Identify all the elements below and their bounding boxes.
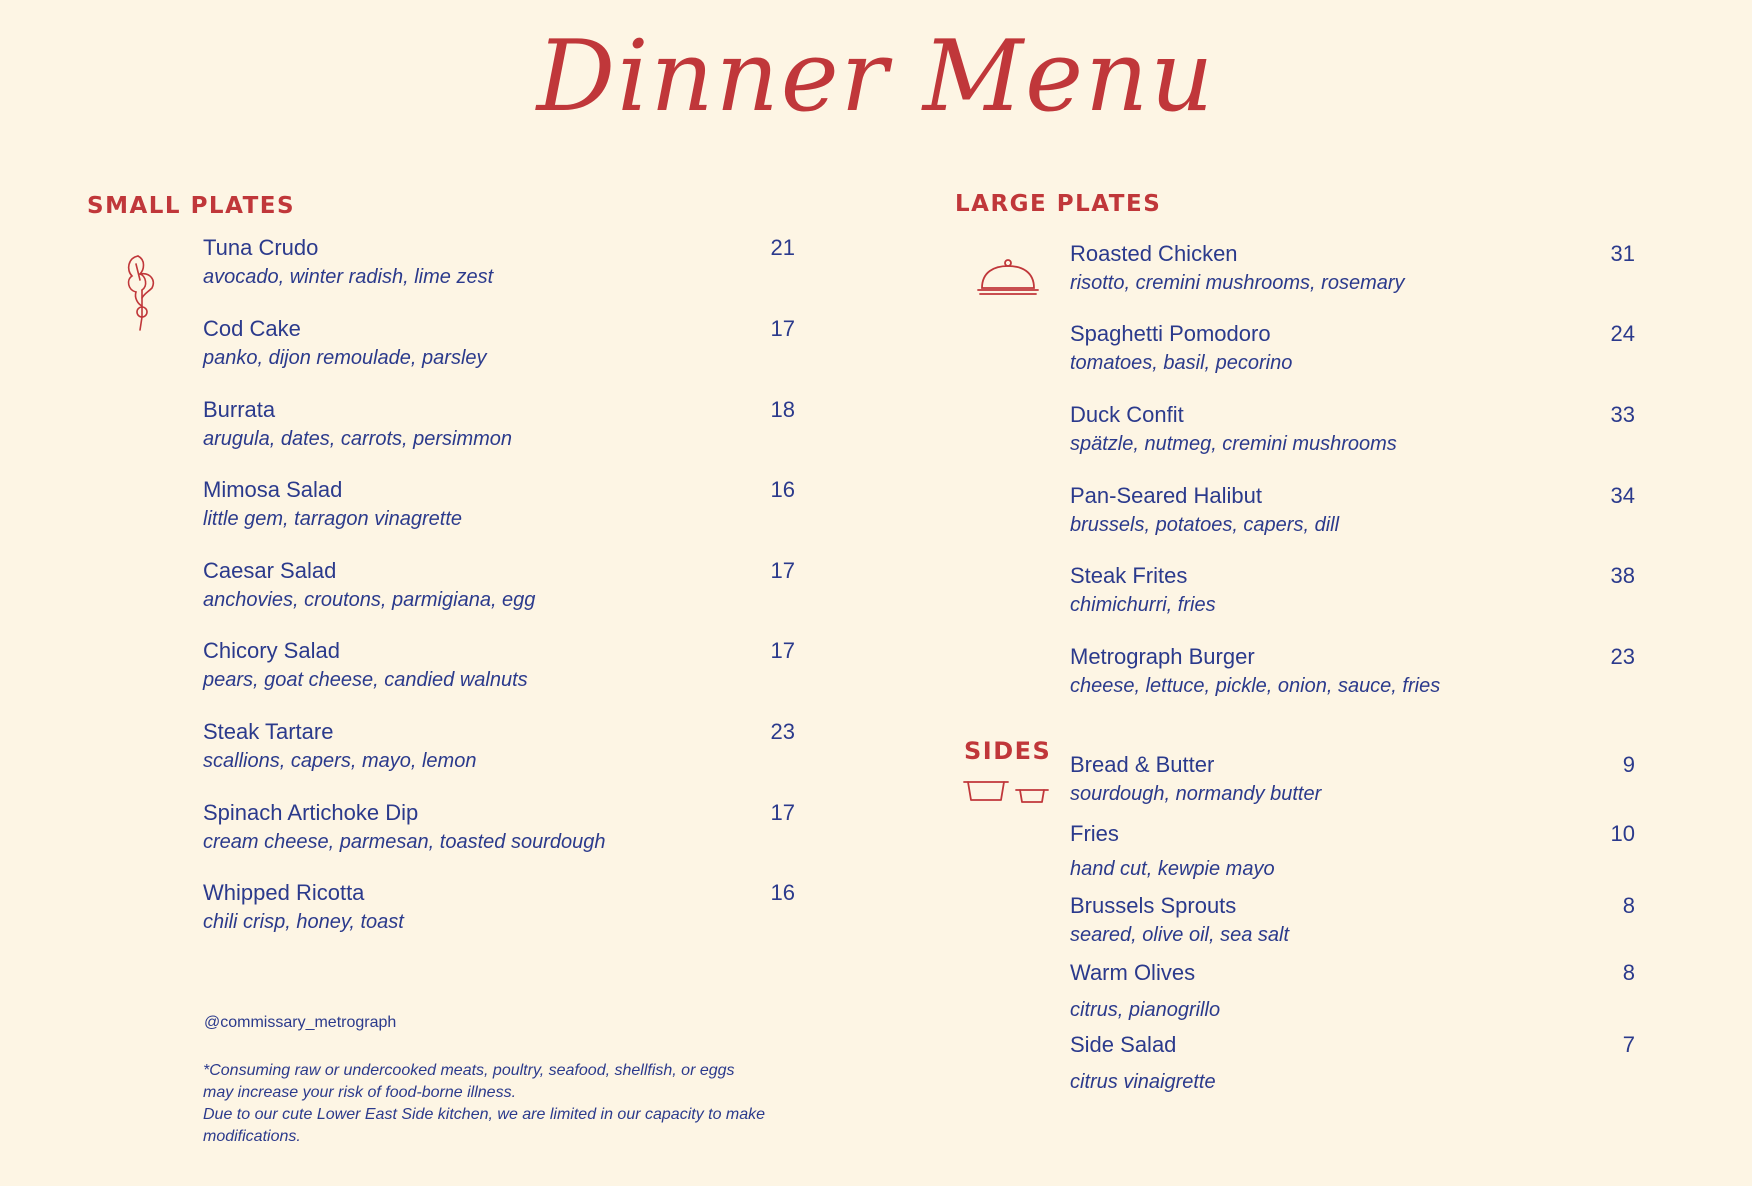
menu-item bbox=[203, 798, 795, 856]
menu-item bbox=[1070, 1030, 1635, 1096]
item-name: Caesar Salad bbox=[203, 558, 337, 583]
item-name: Warm Olives bbox=[1070, 960, 1196, 985]
item-price: 23 bbox=[1610, 644, 1635, 669]
item-price: 31 bbox=[1610, 241, 1635, 266]
menu-title: Dinner Menu bbox=[536, 20, 1216, 134]
item-description: citrus vinaigrette bbox=[1070, 1071, 1216, 1093]
item-price: 33 bbox=[1610, 402, 1635, 427]
menu-item bbox=[203, 314, 795, 372]
item-name: Roasted Chicken bbox=[1070, 241, 1238, 266]
item-price: 17 bbox=[770, 638, 795, 663]
item-name: Spaghetti Pomodoro bbox=[1070, 321, 1271, 346]
item-name: Cod Cake bbox=[203, 316, 301, 341]
item-name: Whipped Ricotta bbox=[203, 880, 365, 905]
menu-item bbox=[1070, 481, 1635, 539]
item-price: 7 bbox=[1622, 1032, 1635, 1057]
social-handle[interactable]: @commissary_metrograph bbox=[204, 1014, 397, 1031]
item-description: arugula, dates, carrots, persimmon bbox=[203, 428, 513, 450]
menu-item bbox=[1070, 819, 1635, 883]
menu-item bbox=[1070, 400, 1635, 458]
item-name: Chicory Salad bbox=[203, 638, 340, 663]
item-name: Fries bbox=[1070, 821, 1119, 846]
cloche-icon bbox=[976, 258, 1040, 300]
item-description: anchovies, croutons, parmigiana, egg bbox=[203, 589, 536, 611]
item-price: 21 bbox=[770, 235, 795, 260]
menu-item bbox=[1070, 958, 1635, 1024]
item-price: 9 bbox=[1622, 752, 1635, 777]
item-name: Burrata bbox=[203, 397, 276, 422]
dishes-icon bbox=[962, 780, 1050, 806]
menu-item bbox=[203, 717, 795, 775]
item-name: Tuna Crudo bbox=[203, 235, 319, 260]
item-description: hand cut, kewpie mayo bbox=[1070, 858, 1275, 880]
disclaimer-line: may increase your risk of food-borne illness. bbox=[203, 1084, 517, 1101]
item-price: 17 bbox=[770, 316, 795, 341]
menu-item bbox=[203, 233, 795, 291]
radish-icon bbox=[118, 250, 164, 334]
item-description: spätzle, nutmeg, cremini mushrooms bbox=[1070, 433, 1397, 455]
item-price: 17 bbox=[770, 558, 795, 583]
item-price: 23 bbox=[770, 719, 795, 744]
menu-item bbox=[203, 395, 795, 453]
menu-item bbox=[1070, 891, 1635, 949]
item-name: Brussels Sprouts bbox=[1070, 893, 1237, 918]
item-description: cheese, lettuce, pickle, onion, sauce, fries bbox=[1070, 675, 1441, 697]
item-name: Pan-Seared Halibut bbox=[1070, 483, 1263, 508]
item-name: Side Salad bbox=[1070, 1032, 1177, 1057]
item-price: 16 bbox=[770, 880, 795, 905]
menu-item bbox=[1070, 750, 1635, 808]
menu-item bbox=[1070, 239, 1635, 297]
item-description: pears, goat cheese, candied walnuts bbox=[203, 669, 528, 691]
item-description: little gem, tarragon vinagrette bbox=[203, 508, 463, 530]
item-price: 38 bbox=[1610, 563, 1635, 588]
item-name: Spinach Artichoke Dip bbox=[203, 800, 419, 825]
item-name: Duck Confit bbox=[1070, 402, 1184, 427]
sides-heading: SIDES bbox=[964, 737, 1052, 765]
item-description: cream cheese, parmesan, toasted sourdough bbox=[203, 831, 606, 853]
item-description: seared, olive oil, sea salt bbox=[1070, 924, 1290, 946]
menu-item bbox=[203, 878, 795, 936]
item-name: Steak Frites bbox=[1070, 563, 1188, 588]
item-name: Bread & Butter bbox=[1070, 752, 1215, 777]
item-price: 17 bbox=[770, 800, 795, 825]
item-description: tomatoes, basil, pecorino bbox=[1070, 352, 1293, 374]
small-plates-heading: SMALL PLATES bbox=[87, 193, 296, 219]
item-price: 18 bbox=[770, 397, 795, 422]
menu-item bbox=[203, 556, 795, 614]
large-plates-heading: LARGE PLATES bbox=[955, 191, 1162, 217]
disclaimer-line: *Consuming raw or undercooked meats, poultry, seafood, shellfish, or eggs bbox=[203, 1062, 735, 1079]
item-description: risotto, cremini mushrooms, rosemary bbox=[1070, 272, 1405, 294]
item-price: 8 bbox=[1622, 893, 1635, 918]
menu-item bbox=[203, 636, 795, 694]
item-description: avocado, winter radish, lime zest bbox=[203, 266, 494, 288]
item-description: scallions, capers, mayo, lemon bbox=[203, 750, 477, 772]
disclaimer-note bbox=[203, 1060, 843, 1148]
item-price: 10 bbox=[1610, 821, 1635, 846]
menu-item bbox=[1070, 642, 1635, 700]
menu-item bbox=[203, 475, 795, 533]
item-price: 8 bbox=[1622, 960, 1635, 985]
menu-item bbox=[1070, 561, 1635, 619]
item-name: Mimosa Salad bbox=[203, 477, 343, 502]
item-description: sourdough, normandy butter bbox=[1070, 783, 1322, 805]
item-name: Metrograph Burger bbox=[1070, 644, 1255, 669]
item-price: 34 bbox=[1610, 483, 1635, 508]
item-description: panko, dijon remoulade, parsley bbox=[203, 347, 487, 369]
item-description: brussels, potatoes, capers, dill bbox=[1070, 514, 1340, 536]
menu-item bbox=[1070, 319, 1635, 377]
item-name: Steak Tartare bbox=[203, 719, 334, 744]
item-description: citrus, pianogrillo bbox=[1070, 999, 1221, 1021]
item-price: 24 bbox=[1610, 321, 1635, 346]
disclaimer-line: modifications. bbox=[203, 1128, 301, 1145]
disclaimer-line: Due to our cute Lower East Side kitchen, we are limited in our capacity to make bbox=[203, 1106, 766, 1123]
item-price: 16 bbox=[770, 477, 795, 502]
item-description: chili crisp, honey, toast bbox=[203, 911, 404, 933]
item-description: chimichurri, fries bbox=[1070, 594, 1216, 616]
